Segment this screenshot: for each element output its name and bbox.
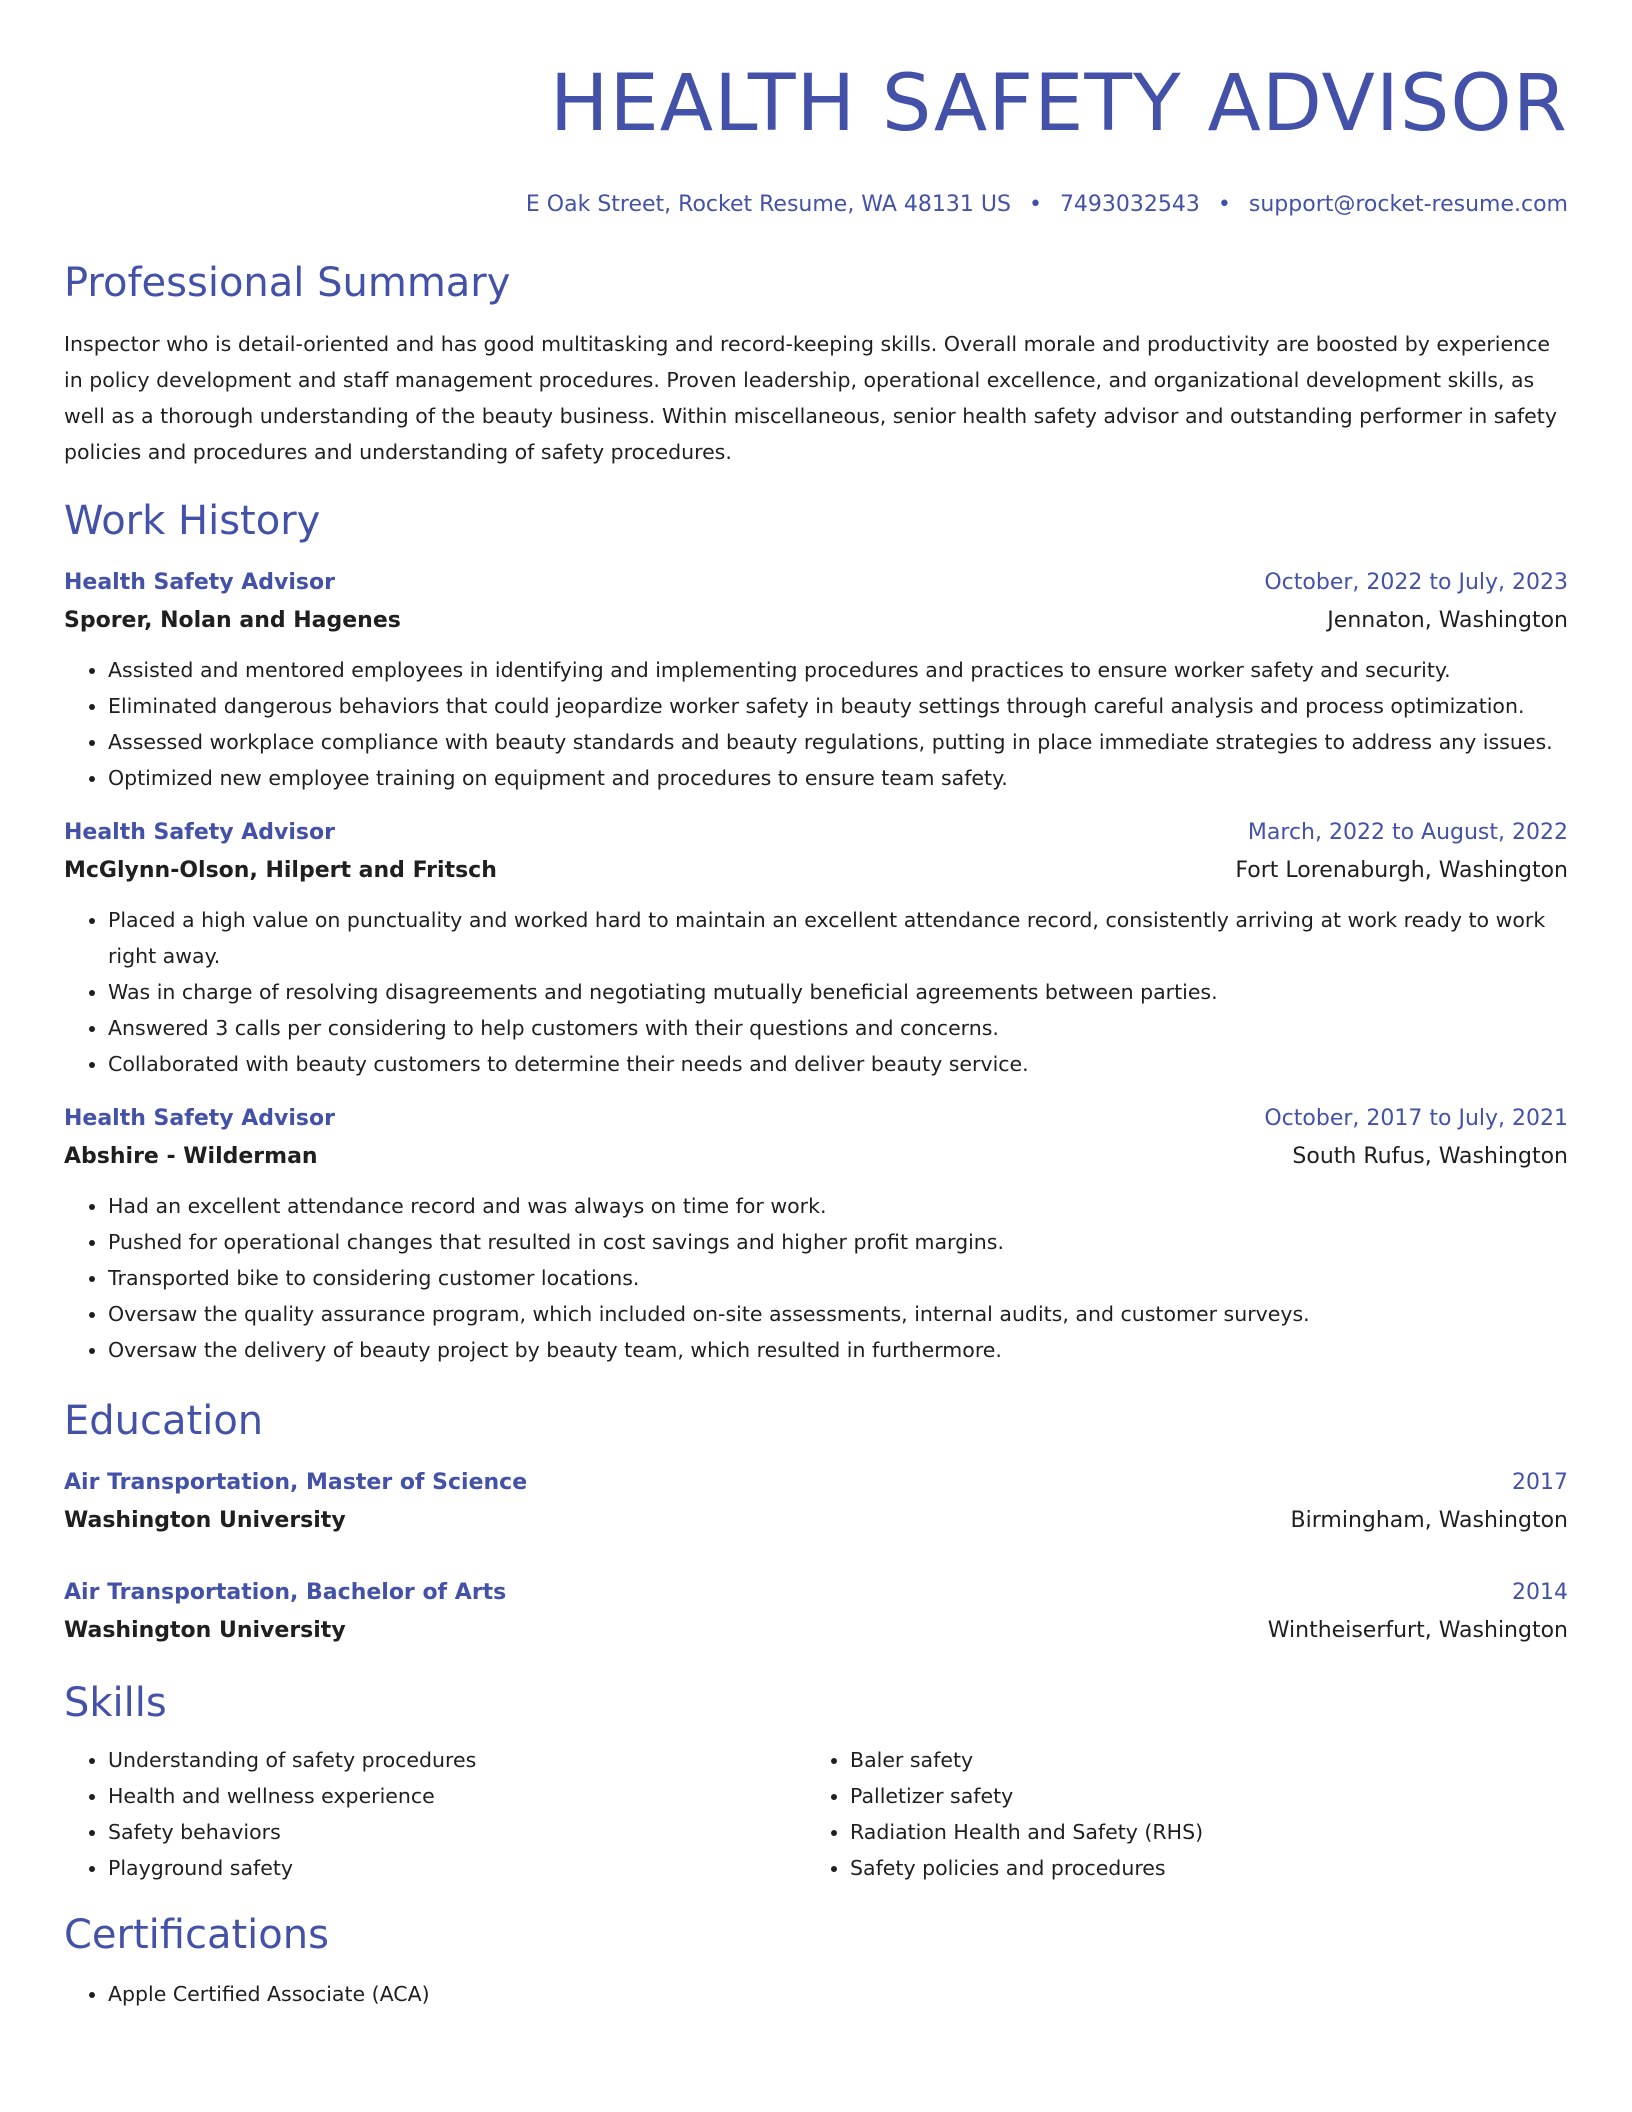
education-location: Wintheiserfurt, Washington [1267,1618,1568,1643]
contact-address: E Oak Street, Rocket Resume, WA 48131 US [525,192,1011,217]
education-year: 2017 [1512,1470,1568,1495]
list-item: • Oversaw the delivery of beauty project by beauty team, which resulted in furthermore. [108,1332,1568,1368]
list-item: • Playground safety [108,1850,806,1886]
education-year: 2014 [1512,1580,1568,1605]
job-title: Health Safety Advisor [64,570,335,595]
contact-separator: • [1217,192,1231,217]
job-entry [64,568,1568,796]
list-item: • Palletizer safety [850,1778,1548,1814]
certifications-list [64,1976,1568,2012]
job-company: McGlynn-Olson, Hilpert and Fritsch [64,858,497,883]
job-bullets [64,652,1568,796]
skills-grid [64,1742,1568,1886]
skills-heading: Skills [64,1680,167,1726]
list-item: • Health and wellness experience [108,1778,806,1814]
list-item: • Baler safety [850,1742,1548,1778]
list-item: • Assisted and mentored employees in identifying and implementing procedures and practices to ensure worker safety and security. [108,652,1568,688]
job-dates: March, 2022 to August, 2022 [1247,820,1568,845]
education-degree: Air Transportation, Master of Science [64,1470,528,1495]
list-item: • Placed a high value on punctuality and worked hard to maintain an excellent attendance record, consistently arriving at work ready to work right away. [108,902,1568,974]
skills-column-left [64,1742,806,1886]
job-entry [64,1104,1568,1368]
list-item: • Collaborated with beauty customers to determine their needs and deliver beauty service. [108,1046,1568,1082]
list-item: • Eliminated dangerous behaviors that could jeopardize worker safety in beauty settings through careful analysis and process optimization. [108,688,1568,724]
job-bullets [64,902,1568,1082]
list-item: • Assessed workplace compliance with beauty standards and beauty regulations, putting in place immediate strategies to address any issues. [108,724,1568,760]
education-school: Washington University [64,1618,346,1643]
list-item: • Safety behaviors [108,1814,806,1850]
summary-text: Inspector who is detail-oriented and has good multitasking and record-keeping skills. Overall morale and productivity are boosted by experience in policy development and staff management procedures. Proven leadership, operational excellence, and organizational development skills, as well as a thorough understanding of the beauty business. Within miscellaneous, senior health safety advisor and outstanding performer in safety policies and procedures and understanding of safety procedures. [64,332,1557,464]
job-title: Health Safety Advisor [64,820,335,845]
job-location: Jennaton, Washington [1327,608,1568,633]
list-item: • Understanding of safety procedures [108,1742,806,1778]
list-item: • Was in charge of resolving disagreements and negotiating mutually beneficial agreements between parties. [108,974,1568,1010]
education-degree: Air Transportation, Bachelor of Arts [64,1580,507,1605]
contact-phone: 7493032543 [1059,192,1200,217]
education-heading: Education [64,1398,264,1444]
list-item: • Answered 3 calls per considering to help customers with their questions and concerns. [108,1010,1568,1046]
list-item: • Oversaw the quality assurance program, which included on-site assessments, internal audits, and customer surveys. [108,1296,1568,1332]
page-title: HEALTH SAFETY ADVISOR [549,59,1568,149]
job-location: Fort Lorenaburgh, Washington [1235,858,1568,883]
job-company: Sporer, Nolan and Hagenes [64,608,401,633]
list-item: • Optimized new employee training on equipment and procedures to ensure team safety. [108,760,1568,796]
resume-header [64,0,1568,220]
education-entry [64,1578,1568,1646]
education-school: Washington University [64,1508,346,1533]
contact-line [64,190,1568,220]
skills-column-right [806,1742,1548,1886]
summary-heading: Professional Summary [64,260,511,306]
job-title: Health Safety Advisor [64,1106,335,1131]
job-location: South Rufus, Washington [1292,1144,1568,1169]
list-item: • Apple Certified Associate (ACA) [108,1976,1568,2012]
job-dates: October, 2022 to July, 2023 [1264,570,1568,595]
job-entry [64,818,1568,1082]
list-item: • Pushed for operational changes that resulted in cost savings and higher profit margins. [108,1224,1568,1260]
job-dates: October, 2017 to July, 2021 [1264,1106,1568,1131]
education-location: Birmingham, Washington [1290,1508,1568,1533]
list-item: • Had an excellent attendance record and was always on time for work. [108,1188,1568,1224]
list-item: • Safety policies and procedures [850,1850,1548,1886]
contact-email: support@rocket-resume.com [1248,192,1568,217]
list-item: • Radiation Health and Safety (RHS) [850,1814,1548,1850]
work-history-heading: Work History [64,498,321,544]
contact-separator: • [1028,192,1042,217]
certifications-heading: Certifications [64,1912,329,1958]
job-company: Abshire - Wilderman [64,1144,318,1169]
education-entry [64,1468,1568,1536]
list-item: • Transported bike to considering customer locations. [108,1260,1568,1296]
job-bullets [64,1188,1568,1368]
